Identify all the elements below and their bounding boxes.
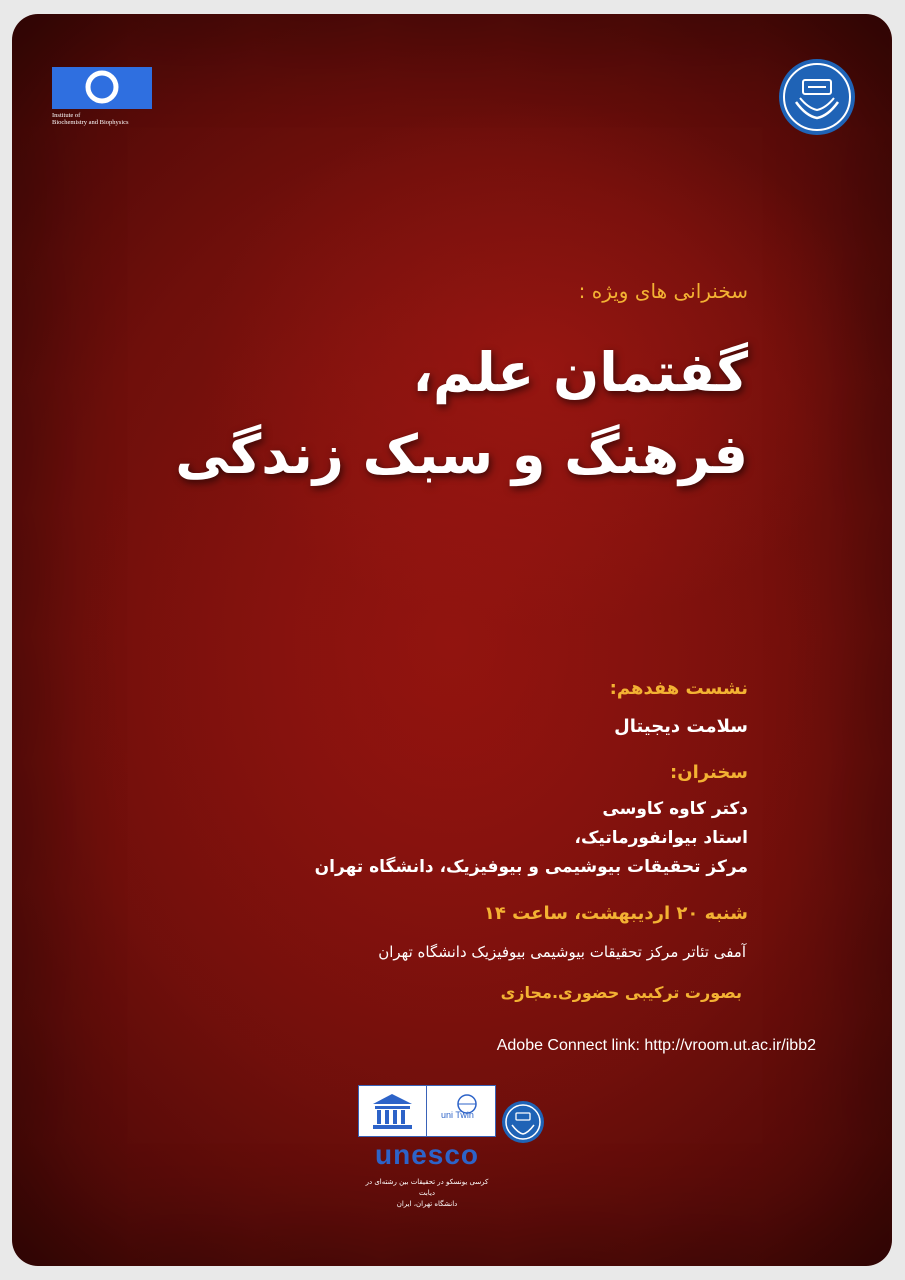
speaker-affiliation: مرکز تحقیقات بیوشیمی و بیوفیزیک، دانشگاه تهران bbox=[314, 857, 748, 877]
title-line-1: گفتمان علم، bbox=[412, 341, 748, 404]
event-venue: آمفی تئاتر مرکز تحقیقات بیوشیمی بیوفیزیک دانشگاه تهران bbox=[378, 943, 746, 961]
session-label: نشست هفدهم: bbox=[609, 678, 748, 699]
speaker-name: دکتر کاوه کاوسی bbox=[602, 799, 748, 819]
unesco-wordmark: unesco bbox=[374, 1139, 480, 1170]
unesco-temple-icon bbox=[359, 1086, 426, 1136]
session-value: سلامت دیجیتال bbox=[614, 716, 748, 737]
university-of-tehran-logo bbox=[778, 58, 856, 136]
speaker-title: استاد بیوانفورماتیک، bbox=[574, 828, 748, 848]
ibb-logo bbox=[52, 67, 152, 126]
ibb-logo-mark bbox=[52, 67, 152, 109]
unesco-unitwin-logo bbox=[358, 1085, 496, 1137]
ibb-caption: Institute of Biochemistry and Biophysics bbox=[52, 112, 129, 126]
small-university-logo bbox=[501, 1100, 545, 1144]
subtitle: سخنرانی های ویژه : bbox=[578, 279, 748, 303]
svg-text:uni Twin: uni Twin bbox=[441, 1110, 474, 1120]
unitwin-icon bbox=[426, 1086, 494, 1136]
unesco-chair-caption bbox=[357, 1177, 497, 1210]
poster bbox=[12, 14, 892, 1266]
speaker-info bbox=[315, 795, 748, 882]
unesco-caption-line-2: دانشگاه تهران، ایران bbox=[396, 1200, 458, 1208]
adobe-connect-link[interactable]: Adobe Connect link: http://vroom.ut.ac.ir/ibb2 bbox=[496, 1037, 816, 1054]
unesco-caption-line-1: کرسی یونسکو در تحقیقات بین رشته‌ای در دیابت bbox=[365, 1178, 489, 1197]
event-datetime: شنبه ۲۰ اردیبهشت، ساعت ۱۴ bbox=[483, 903, 748, 924]
speakers-label: سخنران: bbox=[670, 762, 748, 783]
title-line-2: فرهنگ و سبک زندگی bbox=[175, 423, 748, 486]
event-format: بصورت ترکیبی حضوری.مجازی bbox=[500, 983, 742, 1002]
ibb-ring-icon bbox=[85, 70, 119, 106]
